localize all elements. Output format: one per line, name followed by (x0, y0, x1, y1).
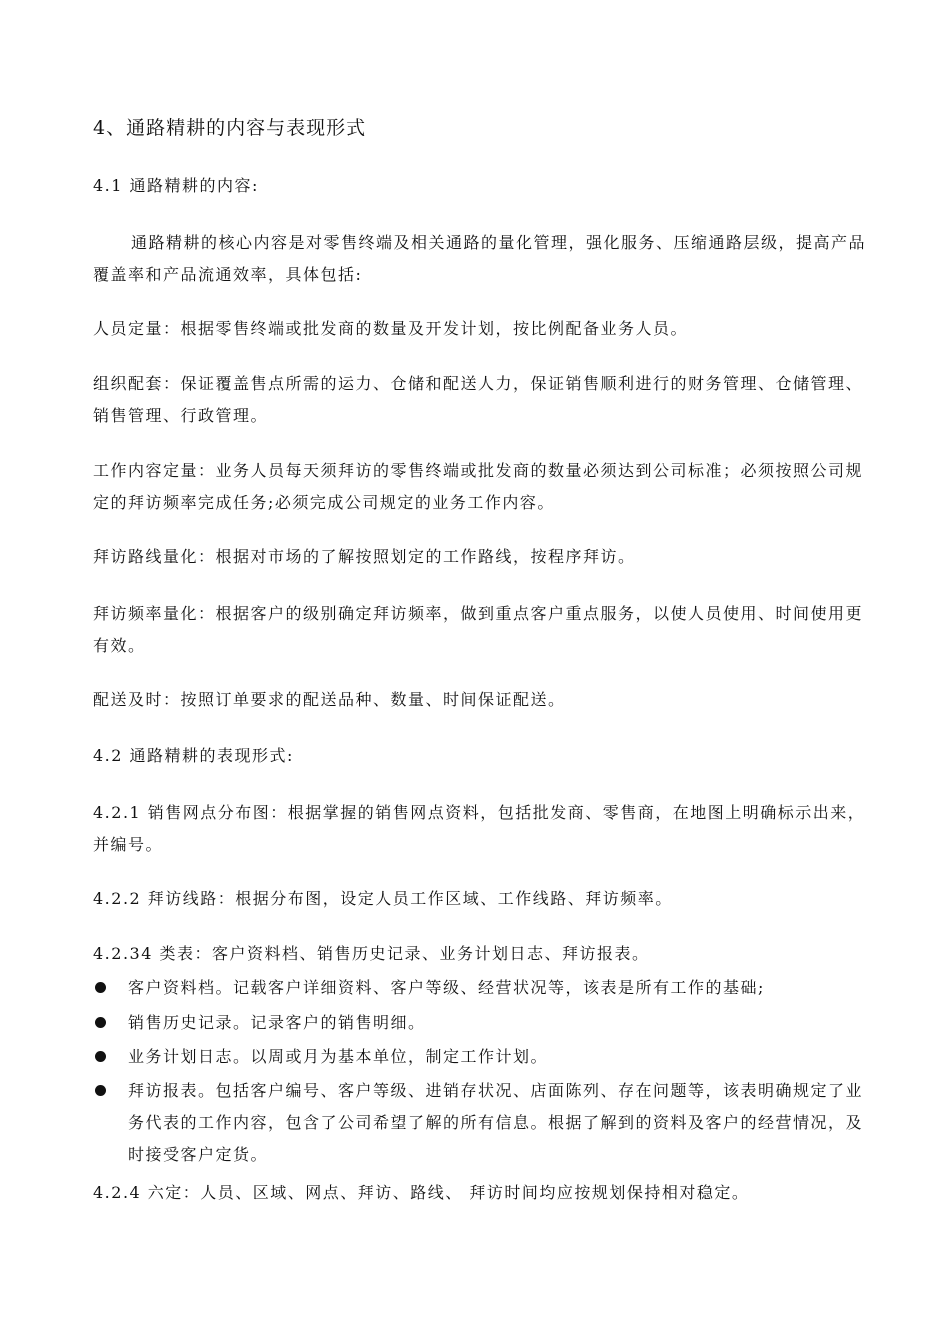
bullet-dot-icon (95, 1085, 106, 1096)
item-staffing: 人员定量：根据零售终端或批发商的数量及开发计划，按比例配备业务人员。 (93, 319, 689, 338)
subsection-title-4-2: 4.2 通路精耕的表现形式: (93, 746, 294, 765)
item-organization: 组织配套：保证覆盖售点所需的运力、仓储和配送人力，保证销售顺利进行的财务管理、仓储管理、销售管理、行政管理。 (93, 374, 864, 425)
bullet-text: 业务计划日志。以周或月为基本单位，制定工作计划。 (128, 1047, 549, 1066)
paragraph-4-2-2: 4.2.2 拜访线路：根据分布图，设定人员工作区域、工作线路、拜访频率。 (93, 889, 673, 908)
subsection-title-4-1: 4.1 通路精耕的内容: (93, 176, 259, 195)
intro-paragraph: 通路精耕的核心内容是对零售终端及相关通路的量化管理，强化服务、压缩通路层级，提高产品覆盖率和产品流通效率，具体包括: (93, 233, 867, 284)
paragraph-4-2-34: 4.2.34 类表：客户资料档、销售历史记录、业务计划日志、拜访报表。 (93, 944, 650, 963)
bullet-item (93, 1075, 873, 1171)
bullet-dot-icon (95, 1017, 106, 1028)
item-visit-route: 拜访路线量化：根据对市场的了解按照划定的工作路线，按程序拜访。 (93, 547, 636, 566)
item-work-content: 工作内容定量：业务人员每天须拜访的零售终端或批发商的数量必须达到公司标准；必须按照公司规定的拜访频率完成任务;必须完成公司规定的业务工作内容。 (93, 461, 864, 512)
bullet-dot-icon (95, 982, 106, 993)
item-delivery: 配送及时：按照订单要求的配送品种、数量、时间保证配送。 (93, 690, 566, 709)
paragraph-4-2-4: 4.2.4 六定：人员、区域、网点、拜访、路线、 拜访时间均应按规划保持相对稳定。 (93, 1183, 750, 1202)
bullet-dot-icon (95, 1051, 106, 1062)
bullet-item (93, 972, 873, 1004)
bullet-text: 销售历史记录。记录客户的销售明细。 (128, 1013, 426, 1032)
paragraph-4-2-1: 4.2.1 销售网点分布图：根据掌握的销售网点资料，包括批发商、零售商，在地图上明确标示出来，并编号。 (93, 803, 866, 854)
section-heading: 4、通路精耕的内容与表现形式 (93, 117, 367, 139)
item-visit-frequency: 拜访频率量化：根据客户的级别确定拜访频率，做到重点客户重点服务，以使人员使用、时间使用更有效。 (93, 604, 864, 655)
bullet-text: 拜访报表。包括客户编号、客户等级、进销存状况、店面陈列、存在问题等，该表明确规定了业务代表的工作内容，包含了公司希望了解的所有信息。根据了解到的资料及客户的经营情况，及时接受客户定货。 (128, 1081, 864, 1164)
bullet-text: 客户资料档。记载客户详细资料、客户等级、经营状况等，该表是所有工作的基础; (128, 978, 765, 997)
bullet-item (93, 1007, 873, 1039)
bullet-item (93, 1041, 873, 1073)
